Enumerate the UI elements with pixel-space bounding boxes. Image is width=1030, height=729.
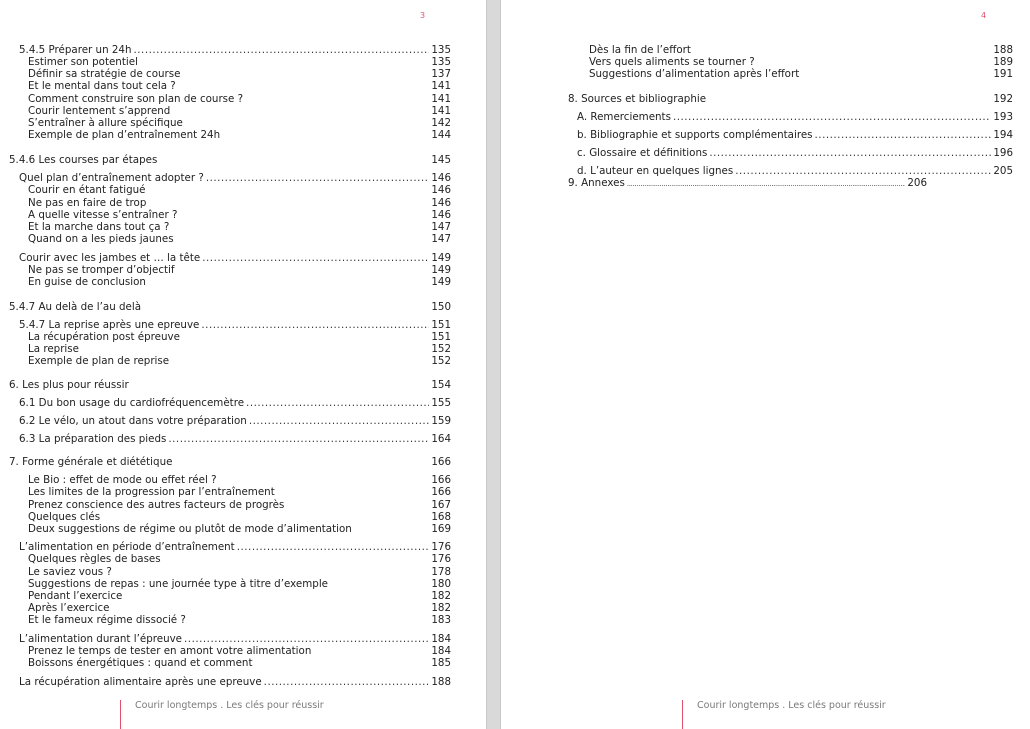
toc-entry-page: 141 [431,93,451,105]
toc-leader-dots [249,415,430,427]
toc-entry[interactable] [28,105,451,117]
toc-entry-page: 167 [431,499,451,511]
toc-entry-page: 141 [431,80,451,92]
toc-entry-label: Ne pas en faire de trop [28,197,147,209]
toc-entry-page: 185 [431,657,451,669]
toc-entry[interactable] [28,486,451,498]
toc-entry-label: Courir en étant fatigué [28,184,146,196]
toc-entry[interactable] [28,233,451,245]
toc-entry[interactable] [28,197,451,209]
toc-entry[interactable] [577,147,1013,159]
toc-entry-label: 6.2 Le vélo, un atout dans votre préparation [19,415,247,427]
toc-entry-label: Courir lentement s’apprend [28,105,171,117]
toc-entry-label: L’alimentation en période d’entraînement [19,541,235,553]
toc-entry-page: 169 [431,523,451,535]
toc-entry[interactable] [9,379,451,391]
toc-entry-page: 191 [993,68,1013,80]
toc-entry-page: 180 [431,578,451,590]
page-footer: Courir longtemps . Les clés pour réussir [682,700,886,729]
toc-entry-label: La reprise [28,343,79,355]
toc-entry-label: Après l’exercice [28,602,110,614]
toc-entry[interactable] [9,456,451,468]
toc-entry-page: 151 [431,331,451,343]
toc-entry-label: 8. Sources et bibliographie [568,93,707,105]
toc-entry[interactable] [28,474,451,486]
toc-entry-label: Le saviez vous ? [28,566,112,578]
toc-entry-label: Prenez le temps de tester en amont votre alimentation [28,645,312,657]
toc-entry-page: 166 [431,456,451,468]
toc-entry-label: A quelle vitesse s’entraîner ? [28,209,178,221]
toc-entry[interactable] [28,614,451,626]
toc-leader-dots [709,147,991,159]
toc-entry-label: Prenez conscience des autres facteurs de progrès [28,499,285,511]
toc-entry-label: Exemple de plan de reprise [28,355,170,367]
toc-entry-label: Définir sa stratégie de course [28,68,181,80]
toc-entry-page: 146 [431,172,451,184]
toc-entry[interactable] [28,184,451,196]
toc-entry[interactable] [19,319,451,331]
toc-entry-page: 149 [431,252,451,264]
toc-leader-dots [264,676,430,688]
toc-entry[interactable] [19,44,451,56]
toc-entry-label: c. Glossaire et définitions [577,147,708,159]
toc-entry-page: 189 [993,56,1013,68]
toc-entry-label: b. Bibliographie et supports complémentaires [577,129,813,141]
toc-entry-page: 184 [431,633,451,645]
toc-entry-label: 5.4.6 Les courses par étapes [9,154,158,166]
toc-entry-label: La récupération post épreuve [28,331,180,343]
toc-entry-page: 183 [431,614,451,626]
toc-entry[interactable] [28,129,451,141]
toc-entry-label: Boissons énergétiques : quand et comment [28,657,253,669]
toc-entry-page: 146 [431,209,451,221]
toc-entry[interactable] [568,177,927,189]
toc-entry[interactable] [28,80,451,92]
toc-entry-label: S’entraîner à allure spécifique [28,117,183,129]
toc-entry-page: 182 [431,602,451,614]
right-page [501,0,1030,729]
toc-entry-page: 142 [431,117,451,129]
left-page [0,0,486,729]
toc-entry[interactable] [19,676,451,688]
toc-entry[interactable] [9,154,451,166]
toc-entry[interactable] [9,301,451,313]
toc-leader-dots [673,111,991,123]
toc-entry-page: 147 [431,233,451,245]
toc-entry[interactable] [577,111,1013,123]
toc-entry-label: Vers quels aliments se tourner ? [589,56,755,68]
toc-entry-page: 146 [431,197,451,209]
toc-entry-label: Exemple de plan d’entraînement 24h [28,129,221,141]
toc-entry-label: La récupération alimentaire après une epreuve [19,676,262,688]
toc-entry[interactable] [28,331,451,343]
toc-entry-page: 188 [431,676,451,688]
toc-entry[interactable] [19,433,451,445]
page-number: 3 [420,11,426,20]
toc-entry-label: Comment construire son plan de course ? [28,93,244,105]
toc-entry-page: 184 [431,645,451,657]
toc-entry[interactable] [589,56,1013,68]
toc-entry[interactable] [28,578,451,590]
toc-entry-label: Le Bio : effet de mode ou effet réel ? [28,474,217,486]
toc-entry[interactable] [28,523,451,535]
toc-entry[interactable] [28,602,451,614]
toc-entry-label: Courir avec les jambes et … la tête [19,252,201,264]
toc-entry-page: 193 [993,111,1013,123]
toc-entry[interactable] [28,117,451,129]
toc-entry-label: 9. Annexes [568,177,625,189]
toc-leader-dots [246,397,429,409]
toc-entry-page: 152 [431,343,451,355]
toc-entry-page: 176 [431,541,451,553]
toc-entry-page: 164 [431,433,451,445]
toc-entry[interactable] [28,645,451,657]
toc-entry[interactable] [19,633,451,645]
toc-entry-label: Deux suggestions de régime ou plutôt de mode d’alimentation [28,523,352,535]
toc-entry-label: 6.3 La préparation des pieds [19,433,167,445]
toc-entry-page: 151 [431,319,451,331]
toc-entry-page: 137 [431,68,451,80]
toc-entry-page: 166 [431,486,451,498]
toc-leader-dots [202,252,429,264]
toc-entry[interactable] [28,221,451,233]
toc-entry-label: 5.4.5 Préparer un 24h [19,44,132,56]
toc-entry-page: 147 [431,221,451,233]
toc-entry-label: 6.1 Du bon usage du cardiofréquencemètre [19,397,245,409]
toc-entry[interactable] [28,590,451,602]
toc-entry[interactable] [28,343,451,355]
toc-entry[interactable] [28,553,451,565]
toc-entry-label: Quand on a les pieds jaunes [28,233,174,245]
toc-entry[interactable] [28,209,451,221]
toc-entry-label: 6. Les plus pour réussir [9,379,129,391]
toc-entry-label: Ne pas se tromper d’objectif [28,264,175,276]
toc-entry-page: 135 [431,44,451,56]
toc-entry[interactable] [589,68,1013,80]
page-footer: Courir longtemps . Les clés pour réussir [120,700,324,729]
toc-leader-dots [184,633,429,645]
toc-entry[interactable] [28,68,451,80]
toc-entry[interactable] [577,165,1013,177]
toc-entry-label: 5.4.7 Au delà de l’au delà [9,301,142,313]
toc-entry-label: L’alimentation durant l’épreuve [19,633,183,645]
toc-entry[interactable] [19,397,451,409]
toc-entry-page: 149 [431,264,451,276]
toc-entry-label: En guise de conclusion [28,276,146,288]
toc-entry[interactable] [28,355,451,367]
toc-entry-page: 145 [431,154,451,166]
toc-entry-page: 178 [431,566,451,578]
toc-entry-label: A. Remerciements [577,111,671,123]
toc-entry[interactable] [19,252,451,264]
toc-entry-label: Estimer son potentiel [28,56,138,68]
toc-entry-label: Quelques règles de bases [28,553,161,565]
toc-entry[interactable] [28,566,451,578]
toc-entry[interactable] [19,172,451,184]
toc-entry[interactable] [28,499,451,511]
toc-entry-page: 149 [431,276,451,288]
toc-leader-dots [815,129,992,141]
toc-entry-label: Quelques clés [28,511,101,523]
toc-entry-label: Pendant l’exercice [28,590,123,602]
toc-entry-label: Et la marche dans tout ça ? [28,221,170,233]
toc-entry-page: 188 [993,44,1013,56]
toc-entry[interactable] [568,93,1013,105]
toc-entry[interactable] [28,657,451,669]
toc-entry-label: Et le mental dans tout cela ? [28,80,176,92]
toc-entry[interactable] [589,44,1013,56]
toc-entry[interactable] [28,56,451,68]
toc-entry[interactable] [19,541,451,553]
toc-entry-label: Dès la fin de l’effort [589,44,691,56]
toc-entry-page: 176 [431,553,451,565]
page-number: 4 [981,11,987,20]
toc-entry-page: 194 [993,129,1013,141]
toc-entry-label: 7. Forme générale et diététique [9,456,173,468]
toc-leader-dots [134,44,430,56]
toc-entry[interactable] [19,415,451,427]
toc-entry-label: 5.4.7 La reprise après une epreuve [19,319,200,331]
toc-entry-page: 205 [993,165,1013,177]
toc-leader-dots [201,319,429,331]
toc-entry-label: Suggestions de repas : une journée type à titre d’exemple [28,578,329,590]
toc-entry-page: 196 [993,147,1013,159]
toc-entry-page: 144 [431,129,451,141]
toc-entry-page: 154 [431,379,451,391]
toc-leader-dots [627,178,906,190]
toc-entry[interactable] [28,276,451,288]
toc-entry[interactable] [28,511,451,523]
toc-entry-page: 159 [431,415,451,427]
toc-leader-dots [168,433,429,445]
toc-entry-page: 155 [431,397,451,409]
toc-leader-dots [237,541,430,553]
page-gutter [486,0,501,729]
toc-entry-page: 135 [431,56,451,68]
toc-entry-page: 166 [431,474,451,486]
toc-entry-page: 168 [431,511,451,523]
toc-entry-page: 206 [907,177,927,189]
toc-entry-label: Les limites de la progression par l’entraînement [28,486,275,498]
toc-entry-page: 146 [431,184,451,196]
toc-leader-dots [735,165,991,177]
toc-entry-label: Quel plan d’entraînement adopter ? [19,172,204,184]
toc-entry-label: d. L’auteur en quelques lignes [577,165,734,177]
toc-entry[interactable] [577,129,1013,141]
toc-entry[interactable] [28,93,451,105]
toc-entry-label: Suggestions d’alimentation après l’effort [589,68,800,80]
toc-entry-page: 192 [993,93,1013,105]
toc-entry-page: 152 [431,355,451,367]
toc-entry-page: 141 [431,105,451,117]
toc-entry-page: 150 [431,301,451,313]
toc-leader-dots [206,172,430,184]
toc-entry[interactable] [28,264,451,276]
toc-entry-label: Et le fameux régime dissocié ? [28,614,186,626]
toc-entry-page: 182 [431,590,451,602]
